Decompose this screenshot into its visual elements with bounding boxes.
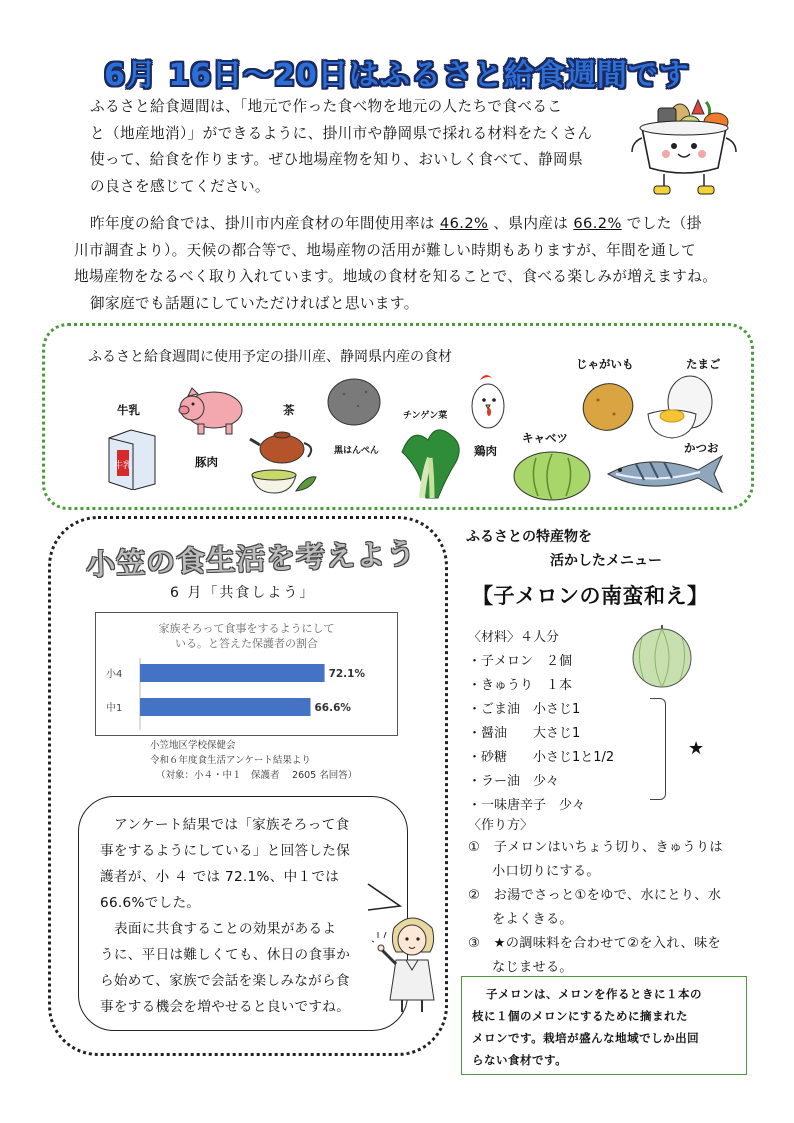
milk-label: 牛乳 <box>117 403 140 417</box>
note-line: らない食材です。 <box>472 1053 568 1067</box>
usage-line: 川市調査より）。天候の都合等で、地場産物の活用が難しい時期もありますが、年間を通して <box>74 241 697 259</box>
chart-bar <box>140 698 310 716</box>
panel-subtitle: 6 月「共食しよう」 <box>170 585 316 601</box>
bar-chart <box>96 656 396 734</box>
recipe-step <box>468 932 721 980</box>
milk-carton-text: 牛乳 <box>113 461 133 471</box>
chart-source-line: （対象：小４・中１ 保護者 2605 名回答） <box>156 770 358 781</box>
bubble-line: 事をするようにしている」と回答した保 <box>100 843 351 859</box>
bubble-line: 事をする機会を増やせると良いですね。 <box>100 999 351 1015</box>
komelon-note <box>461 976 747 1075</box>
chart-source-line: 小笠地区学校保健会 <box>150 740 236 751</box>
intro-line: の良さを感じてください。 <box>90 177 270 195</box>
bubble-line: ら始めて、家族で会話を楽しみながら食 <box>100 973 350 989</box>
chart-value-label: 66.6% <box>314 702 351 714</box>
recipe-heading-line1: ふるさとの特産物を <box>466 529 592 545</box>
egg-label: たまご <box>686 357 721 371</box>
material-item: ・ごま油 小さじ1 <box>468 702 581 717</box>
material-item: ・砂糖 小さじ1と1/2 <box>468 750 615 765</box>
material-item: ・きゅうり １本 <box>468 678 573 693</box>
bubble-text <box>100 812 390 1020</box>
usage-line: 地場産物をなるべく取り入れています。地域の食材を知ることで、食べる楽しみが増えますね。 <box>74 268 718 285</box>
material-item: ・子メロン ２個 <box>468 654 573 669</box>
bubble-line: 護者が、小 ４ では 72.1%、中１では <box>100 869 340 885</box>
panel-title: 小笠の食生活を考えよう <box>85 536 417 582</box>
usage-post-text: でした（掛 <box>626 215 702 232</box>
recipe-step-line: 小口切りにする。 <box>492 864 600 879</box>
cabbage-icon <box>512 448 592 502</box>
recipe-step-line: なじませる。 <box>492 960 573 975</box>
star-mark: ★ <box>688 738 705 759</box>
tea-label: 茶 <box>283 403 295 417</box>
ingredients-heading: ふるさと給食週間に使用予定の掛川産、静岡県内産の食材 <box>88 349 452 365</box>
bubble-line: 表面に共食することの効果があるよ <box>114 921 337 937</box>
intro-line: ふるさと給食週間は、「地元で作った食べ物を地元の人たちで食べるこ <box>90 98 563 115</box>
chart-value-label: 72.1% <box>328 668 366 680</box>
usage-paragraph <box>74 211 754 317</box>
note-line: 子メロンは、メロンを作るときに１本の <box>486 987 702 1001</box>
pork-label: 豚肉 <box>195 455 218 469</box>
potato-label: じゃがいも <box>576 357 634 371</box>
egg-icon <box>644 374 720 442</box>
teapot-icon <box>248 425 320 501</box>
kakegawa-rate: 46.2% <box>439 215 489 232</box>
vegetable-pot-mascot-illustration <box>628 92 746 198</box>
melon-icon <box>630 624 694 688</box>
bubble-line: アンケート結果では「家族そろって食 <box>114 817 350 833</box>
recipe-step-line: ③ ★の調味料を合わせて②を入れ、味を <box>468 936 721 951</box>
chicken-icon <box>466 372 510 430</box>
chart-source-line: 令和６年度食生活アンケート結果より <box>150 755 311 766</box>
recipe-step-line: をよくきる。 <box>492 912 573 927</box>
chart-bar <box>140 664 325 682</box>
usage-first-line <box>74 211 754 238</box>
chingensai-icon <box>396 420 464 502</box>
recipe-title: 【子メロンの南蛮和え】 <box>472 584 709 608</box>
recipe-step-line: ② お湯でさっと①をゆで、水にとり、水 <box>468 888 722 903</box>
bonito-fish-icon <box>606 450 726 498</box>
material-item: ・ラー油 少々 <box>468 774 560 789</box>
milk-carton-illustration <box>103 428 161 490</box>
cabbage-label: キャベツ <box>522 431 568 445</box>
material-item: ・醤油 大さじ1 <box>468 726 581 741</box>
recipe-step-line: ① 子メロンはいちょう切り、きゅうりは <box>468 840 723 855</box>
steps-heading: 〈作り方〉 <box>468 818 534 833</box>
recipe-heading-line2: 活かしたメニュー <box>550 553 662 569</box>
chart-source <box>150 738 357 783</box>
material-item: ・一味唐辛子 少々 <box>468 798 586 813</box>
note-line: 枝に１個のメロンにするために摘まれた <box>472 1009 688 1023</box>
note-line: メロンです。栽培が盛んな地域でしか出回 <box>472 1031 700 1045</box>
bubble-line: 66.6%でした。 <box>100 895 201 911</box>
recipe-step <box>468 884 721 932</box>
intro-paragraph <box>74 94 614 200</box>
girl-pointing-illustration <box>372 908 452 1016</box>
pig-icon <box>176 382 250 436</box>
usage-pre-text: 昨年度の給食では、掛川市内産食材の年間使用率は <box>90 215 435 232</box>
bonito-label: かつお <box>684 441 719 455</box>
potato-icon <box>580 380 636 434</box>
chart-category-label: 中1 <box>106 703 123 714</box>
materials-heading: 〈材料〉４人分 <box>468 630 560 645</box>
recipe-step <box>468 836 723 884</box>
usage-line: 御家庭でも話題にしていただければと思います。 <box>90 294 419 312</box>
usage-mid-text: 、県内産は <box>493 215 569 232</box>
chingensai-label: チンゲン菜 <box>403 411 448 421</box>
bubble-line: うに、平日は難しくても、休日の食事か <box>100 947 351 963</box>
chart-title <box>120 621 373 651</box>
kuro-hanpen-icon <box>326 376 382 428</box>
page-title: 6月 16日～20日はふるさと給食週間です <box>104 58 690 93</box>
intro-line: と（地産地消）」ができるように、掛川市や静岡県で採れる材料をたくさん <box>90 124 593 142</box>
shizuoka-rate: 66.2% <box>573 215 622 232</box>
seasoning-bracket <box>650 698 666 800</box>
chart-category-label: 小4 <box>106 669 123 680</box>
chart-title-line: 家族そろって食事をするようにして <box>158 622 335 635</box>
chicken-label: 鶏肉 <box>474 444 497 458</box>
kuro-hanpen-label: 黒はんぺん <box>334 446 379 456</box>
intro-line: 使って、給食を作ります。ぜひ地場産物を知り、おいしく食べて、静岡県 <box>90 151 584 168</box>
chart-title-line: いる。と答えた保護者の割合 <box>175 637 318 650</box>
